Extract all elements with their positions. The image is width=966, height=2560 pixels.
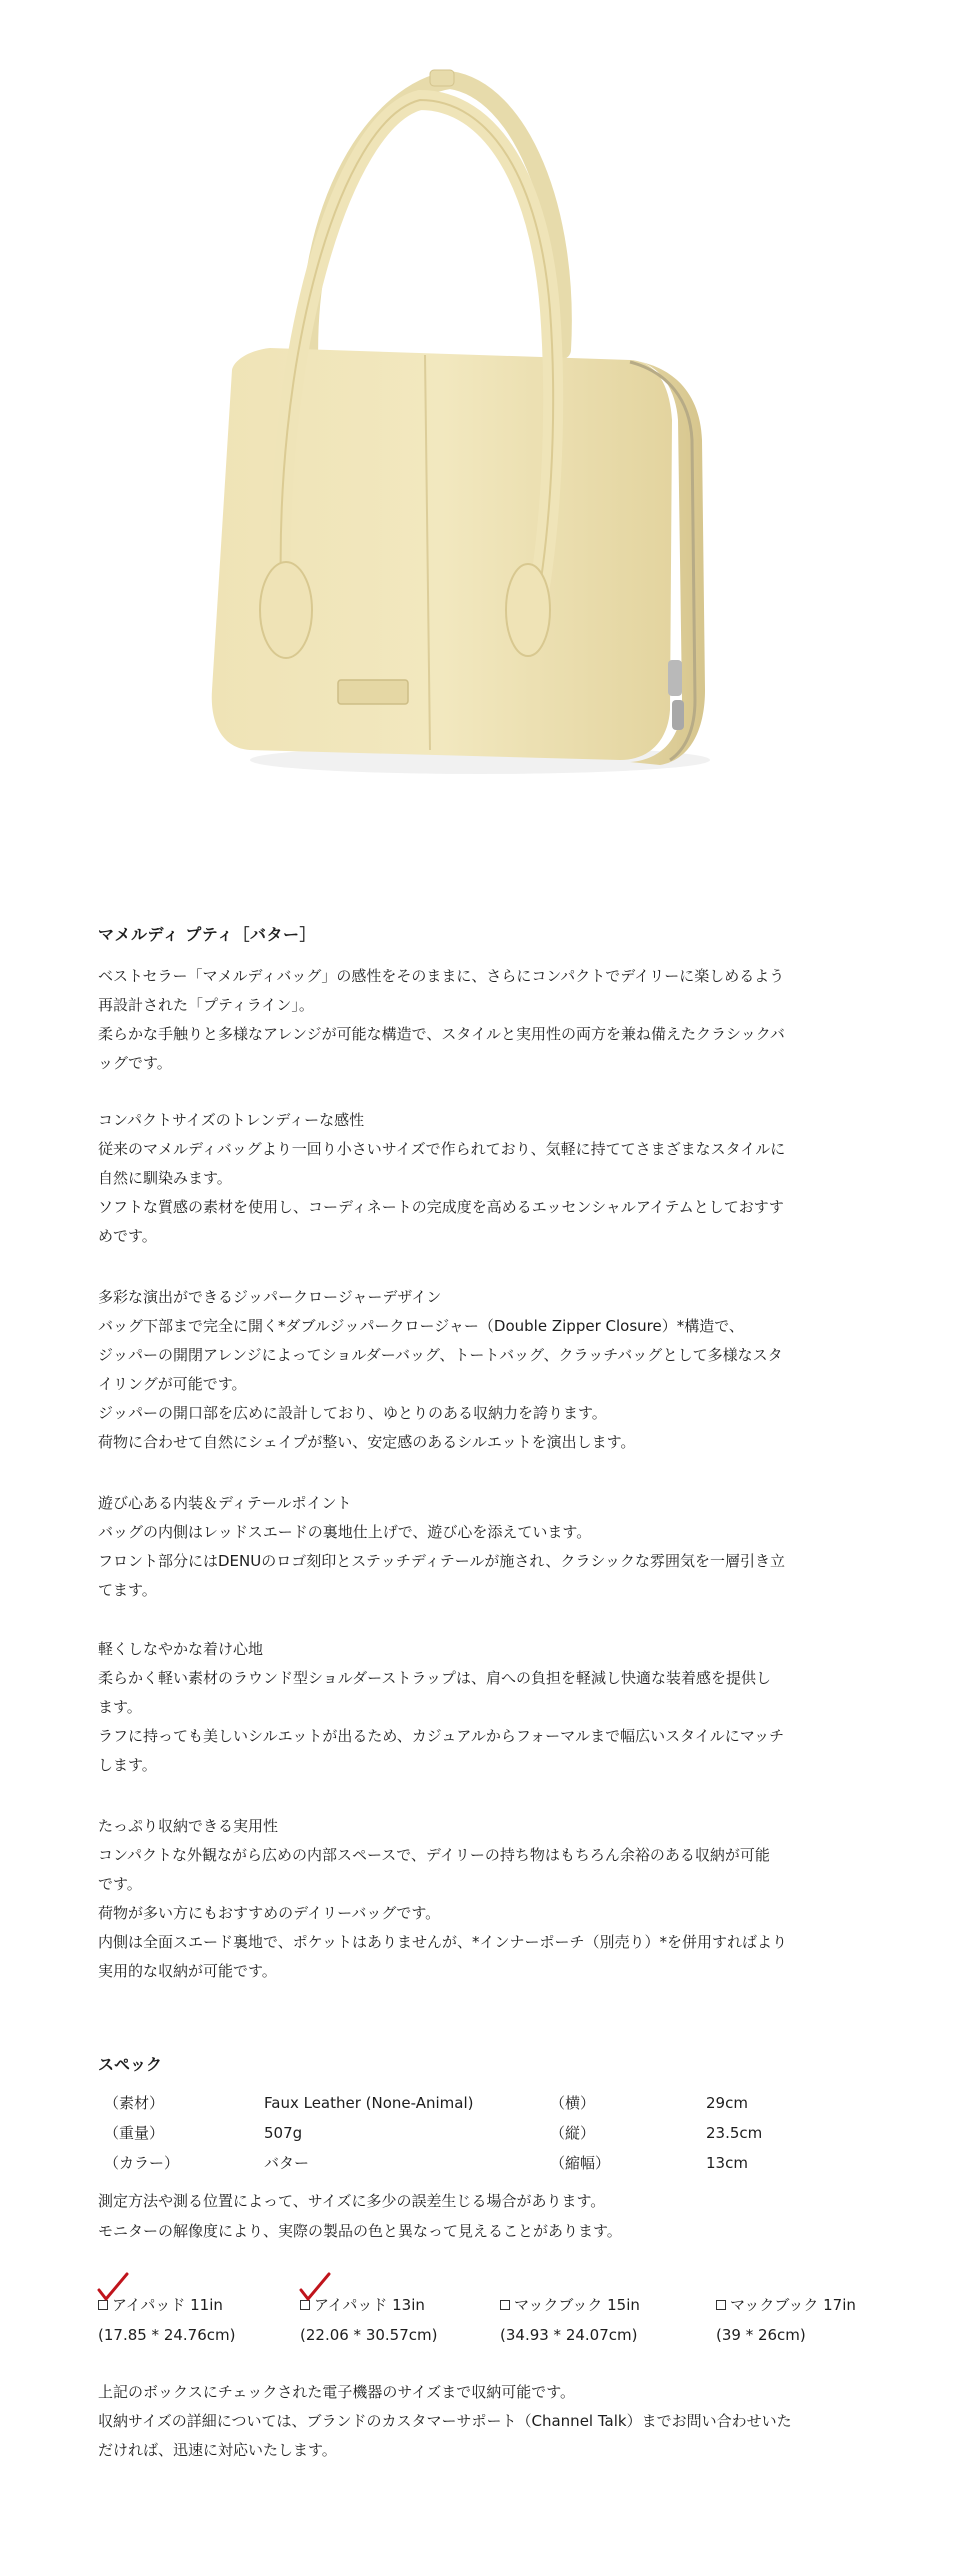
note-line: モニターの解像度により、実際の製品の色と異なって見えることがあります。 — [98, 2222, 622, 2240]
note-line: 測定方法や測る位置によって、サイズに多少の誤差生じる場合があります。 — [98, 2192, 606, 2210]
text-line: 実用的な収納が可能です。 — [98, 1962, 277, 1980]
section-heading: コンパクトサイズのトレンディーな感性 — [98, 1111, 365, 1129]
text-line: フロント部分にはDENUのロゴ刻印とステッチディテールが施され、クラシックな雰囲気を一層引き立 — [98, 1552, 786, 1570]
device-ipad-13 — [300, 2290, 437, 2350]
spec-notes — [98, 2186, 622, 2246]
device-name: アイパッド 11in — [112, 2296, 223, 2314]
description-storage — [98, 1812, 878, 1986]
text-line: 柔らかく軽い素材のラウンド型ショルダーストラップは、肩への負担を軽減し快適な装着感を提供し — [98, 1669, 772, 1687]
spec-label: （縦） — [550, 2124, 596, 2142]
text-line: ソフトな質感の素材を使用し、コーディネートの完成度を高めるエッセンシャルアイテムとしておすす — [98, 1198, 784, 1216]
checkbox-icon — [500, 2300, 510, 2310]
text-line: めです。 — [98, 1227, 157, 1245]
text-line: バッグの内側はレッドスエードの裏地仕上げで、遊び心を添えています。 — [98, 1523, 592, 1541]
device-size: (22.06 * 30.57cm) — [300, 2326, 438, 2344]
text-line: 荷物に合わせて自然にシェイプが整い、安定感のあるシルエットを演出します。 — [98, 1433, 636, 1451]
text-line: 再設計された「プティライン」。 — [98, 996, 314, 1014]
product-image — [190, 60, 750, 820]
description-comfort — [98, 1635, 878, 1780]
description-zipper — [98, 1283, 878, 1457]
text-line: コンパクトな外観ながら広めの内部スペースで、デイリーの持ち物はもちろん余裕のある収納が可能 — [98, 1846, 770, 1864]
spec-label: （重量） — [104, 2124, 165, 2142]
section-heading: たっぷり収納できる実用性 — [98, 1817, 279, 1835]
device-size: (17.85 * 24.76cm) — [98, 2326, 236, 2344]
device-macbook-15 — [500, 2290, 640, 2350]
spec-value: 29cm — [706, 2094, 748, 2112]
description-compact — [98, 1106, 878, 1251]
spec-value: 507g — [264, 2124, 303, 2142]
device-macbook-17 — [716, 2290, 856, 2350]
text-line: ジッパーの開口部を広めに設計しており、ゆとりのある収納力を誇ります。 — [98, 1404, 607, 1422]
device-ipad-11 — [98, 2290, 235, 2350]
description-intro — [98, 962, 878, 1078]
spec-value: Faux Leather (None-Animal) — [264, 2094, 474, 2112]
spec-label: （素材） — [104, 2094, 165, 2112]
checkmark-icon — [96, 2272, 130, 2302]
spec-value: 23.5cm — [706, 2124, 763, 2142]
device-name: マックブック 17in — [730, 2296, 856, 2314]
text-line: 柔らかな手触りと多様なアレンジが可能な構造で、スタイルと実用性の両方を兼ね備えたクラシックバ — [98, 1025, 785, 1043]
text-line: です。 — [98, 1875, 142, 1893]
storage-footer — [98, 2378, 792, 2465]
text-line: ジッパーの開閉アレンジによってショルダーバッグ、トートバッグ、クラッチバッグとして多様なスタ — [98, 1346, 783, 1364]
checkmark-icon — [298, 2272, 332, 2302]
text-line: イリングが可能です。 — [98, 1375, 247, 1393]
text-line: ベストセラー「マメルディバッグ」の感性をそのままに、さらにコンパクトでデイリーに楽しめるよう — [98, 967, 785, 985]
text-line: 上記のボックスにチェックされた電子機器のサイズまで収納可能です。 — [98, 2383, 576, 2401]
description-details — [98, 1489, 878, 1605]
text-line: 自然に馴染みます。 — [98, 1169, 232, 1187]
product-title: マメルディ プティ［バター］ — [98, 925, 317, 944]
spec-value: 13cm — [706, 2154, 748, 2172]
device-name: アイパッド 13in — [314, 2296, 425, 2314]
section-heading: 軽くしなやかな着け心地 — [98, 1640, 264, 1658]
text-line: ラフに持っても美しいシルエットが出るため、カジュアルからフォーマルまで幅広いスタイルにマッチ — [98, 1727, 785, 1745]
section-heading: 多彩な演出ができるジッパークロージャーデザイン — [98, 1288, 442, 1306]
device-size-list — [98, 2290, 898, 2360]
text-line: だければ、迅速に対応いたします。 — [98, 2441, 337, 2459]
section-heading: 遊び心ある内装＆ディテールポイント — [98, 1494, 352, 1512]
text-line: てます。 — [98, 1581, 157, 1599]
spec-label: （縮幅） — [550, 2154, 611, 2172]
checkbox-icon — [716, 2300, 726, 2310]
text-line: 収納サイズの詳細については、ブランドのカスタマーサポート（Channel Talk）までお問い合わせいた — [98, 2412, 792, 2430]
spec-value: バター — [264, 2154, 310, 2172]
text-line: ッグです。 — [98, 1054, 172, 1072]
text-line: します。 — [98, 1756, 157, 1774]
text-line: バッグ下部まで完全に開く*ダブルジッパークロージャー（Double Zipper Closure）*構造で、 — [98, 1317, 744, 1335]
text-line: 内側は全面スエード裏地で、ポケットはありませんが、*インナーポーチ（別売り）*を併用すればより — [98, 1933, 787, 1951]
text-line: ます。 — [98, 1698, 142, 1716]
device-size: (39 * 26cm) — [716, 2326, 806, 2344]
device-size: (34.93 * 24.07cm) — [500, 2326, 638, 2344]
spec-title: スペック — [98, 2055, 163, 2074]
device-name: マックブック 15in — [514, 2296, 640, 2314]
text-line: 荷物が多い方にもおすすめのデイリーバッグです。 — [98, 1904, 441, 1922]
text-line: 従来のマメルディバッグより一回り小さいサイズで作られており、気軽に持ててさまざまなスタイルに — [98, 1140, 786, 1158]
spec-label: （カラー） — [104, 2154, 180, 2172]
spec-label: （横） — [550, 2094, 596, 2112]
